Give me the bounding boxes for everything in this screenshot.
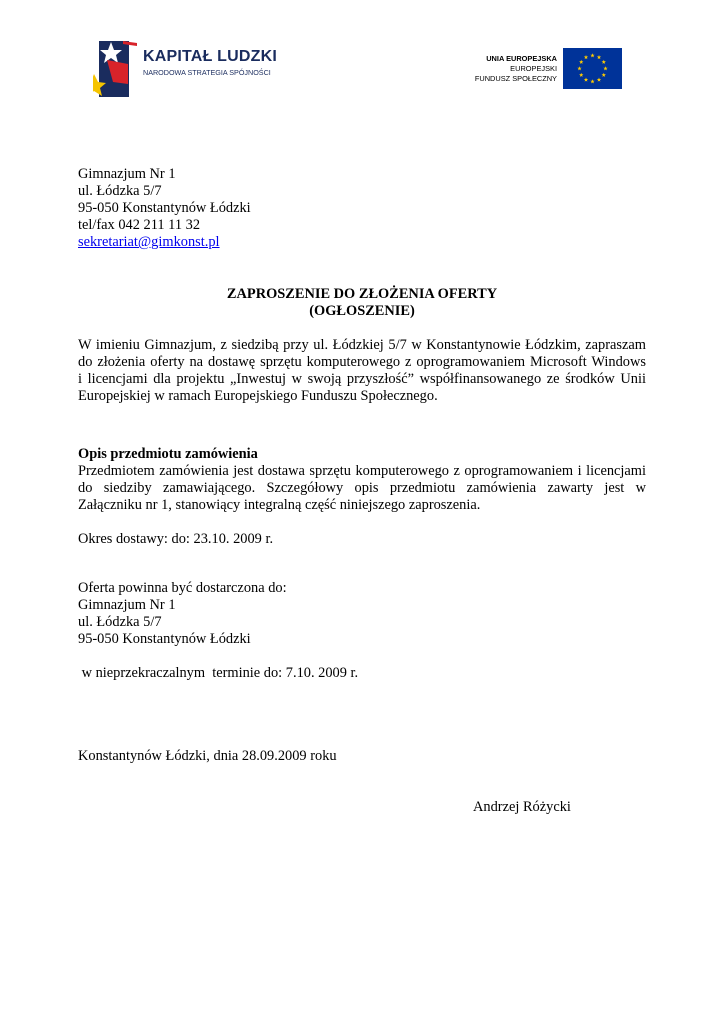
sender-email-link[interactable]: sekretariat@gimkonst.pl [78, 234, 220, 250]
intro-line-4: Europejskiej w ramach Europejskiego Funduszu Społecznego. [78, 388, 438, 404]
eu-caption [455, 54, 557, 84]
eu-caption-line-3: FUNDUSZ SPOŁECZNY [474, 74, 557, 83]
subject-heading: Opis przedmiotu zamówienia [78, 446, 258, 462]
subject-line-1: Przedmiotem zamówienia jest dostawa sprzętu komputerowego z oprogramowaniem i licencjami [78, 463, 646, 479]
sender-phone: tel/fax 042 211 11 32 [78, 217, 201, 233]
offer-recipient-street: ul. Łódzka 5/7 [78, 614, 162, 630]
offer-recipient-name: Gimnazjum Nr 1 [78, 597, 176, 613]
subject-line-3: Załączniku nr 1, stanowiący integralną część niniejszego zaproszenia. [78, 497, 481, 513]
subject-line-2: do siedziby zamawiającego. Szczegółowy opis przedmiotu zamówienia zawarty jest w [78, 480, 646, 496]
kapital-ludzki-subtitle: NARODOWA STRATEGIA SPÓJNOŚCI [143, 68, 271, 77]
document-subtitle: (OGŁOSZENIE) [309, 303, 415, 319]
kapital-ludzki-emblem-icon [93, 38, 137, 100]
kapital-ludzki-logo [93, 38, 283, 100]
offer-deadline: w nieprzekraczalnym terminie do: 7.10. 2009 r. [78, 665, 359, 681]
eu-caption-line-1: UNIA EUROPEJSKA [486, 54, 557, 63]
intro-line-3: i licencjami dla projektu „Inwestuj w swoją przyszłość” współfinansowanego ze środków Unii [78, 371, 646, 387]
signature-name: Andrzej Różycki [473, 799, 571, 815]
document-title: ZAPROSZENIE DO ZŁOŻENIA OFERTY [226, 286, 498, 302]
offer-recipient-city: 95-050 Konstantynów Łódzki [78, 631, 251, 647]
place-and-date: Konstantynów Łódzki, dnia 28.09.2009 roku [78, 748, 337, 764]
kapital-ludzki-title: KAPITAŁ LUDZKI [143, 48, 278, 65]
sender-name: Gimnazjum Nr 1 [78, 166, 176, 182]
intro-line-1: W imieniu Gimnazjum, z siedzibą przy ul. Łódzkiej 5/7 w Konstantynowie Łódzkim, zapraszam [78, 337, 646, 353]
intro-line-2: do złożenia oferty na dostawę sprzętu komputerowego z oprogramowaniem Microsoft Windows [78, 354, 646, 370]
sender-city: 95-050 Konstantynów Łódzki [78, 200, 251, 216]
eu-flag-icon [563, 48, 622, 89]
offer-intro: Oferta powinna być dostarczona do: [78, 580, 287, 596]
sender-street: ul. Łódzka 5/7 [78, 183, 162, 199]
delivery-period: Okres dostawy: do: 23.10. 2009 r. [78, 531, 274, 547]
eu-caption-line-2: EUROPEJSKI [510, 64, 557, 73]
